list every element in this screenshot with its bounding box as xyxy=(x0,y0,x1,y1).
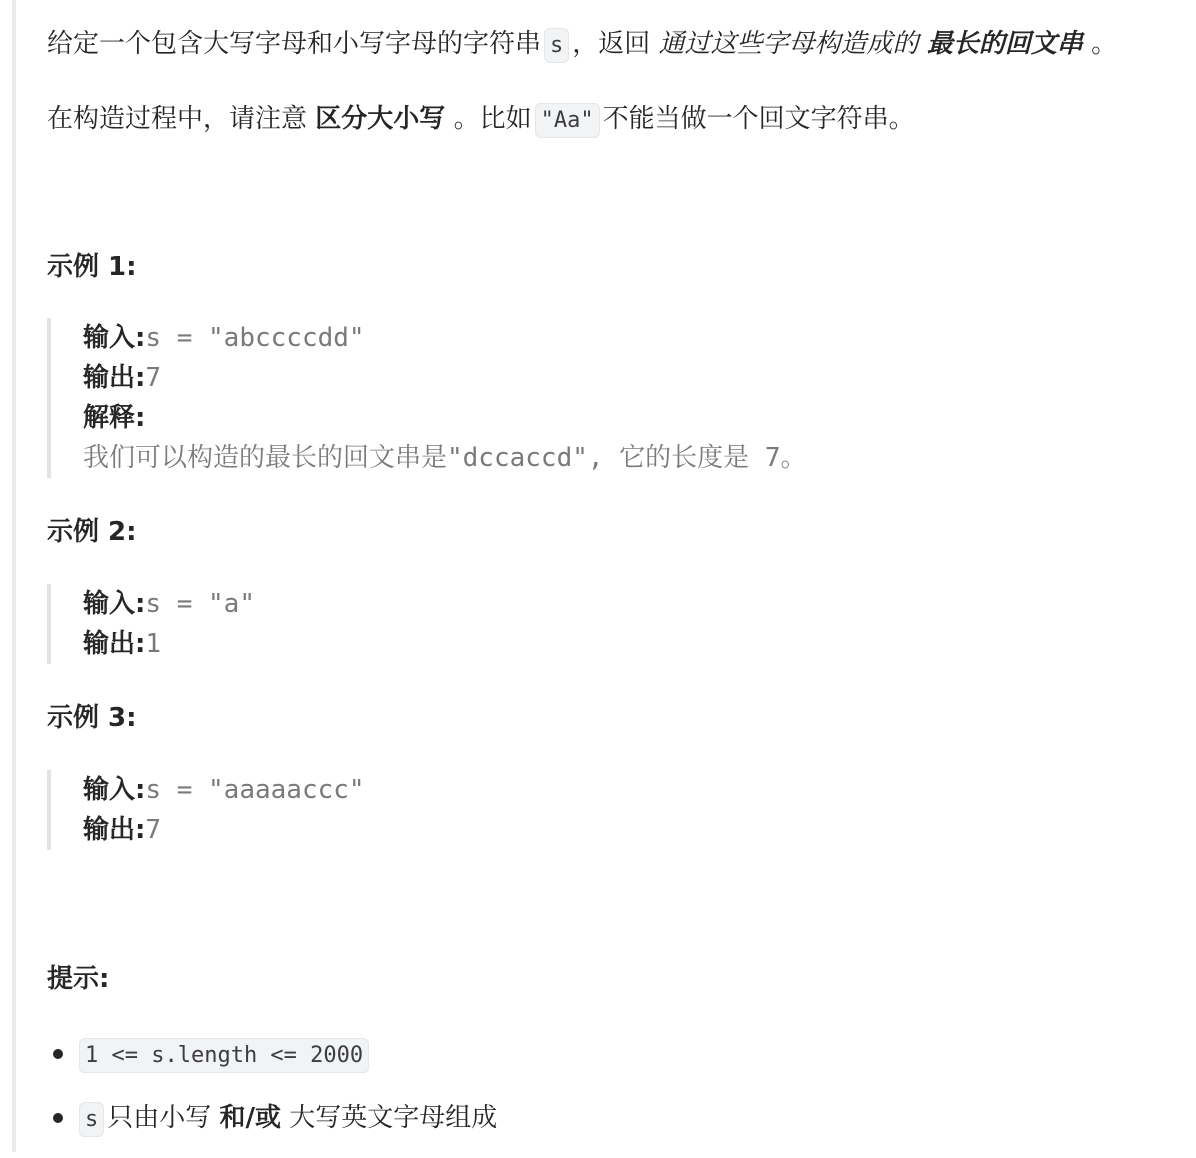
explain-label: 解释: xyxy=(83,403,146,433)
list-item xyxy=(47,1094,497,1158)
intro-text: ，返回 xyxy=(572,29,651,59)
example-2-block xyxy=(47,584,255,664)
output-label: 输出: xyxy=(83,629,146,659)
input-label: 输入: xyxy=(83,589,146,619)
inline-code-s: s xyxy=(79,1102,104,1137)
bullet-icon xyxy=(53,1113,63,1123)
input-label: 输入: xyxy=(83,775,146,805)
intro-paragraph-2 xyxy=(47,101,915,139)
intro-text: 。比如 xyxy=(453,104,532,134)
inline-code-constraint: 1 <= s.length <= 2000 xyxy=(79,1038,369,1073)
bullet-icon xyxy=(53,1049,63,1059)
hint-text: 大写英文字母组成 xyxy=(289,1103,498,1133)
intro-emphasis: 通过这些字母构造成的 xyxy=(658,29,919,59)
output-value: 7 xyxy=(145,363,162,393)
example-1-block xyxy=(47,318,807,478)
explain-text: 我们可以构造的最长的回文串是"dccaccd", 它的长度是 7。 xyxy=(83,443,807,473)
example-input-line xyxy=(83,318,807,358)
example-1-title: 示例 1: xyxy=(47,252,137,282)
example-3-block xyxy=(47,770,365,850)
intro-text: 在构造过程中，请注意 xyxy=(47,104,308,134)
output-value: 7 xyxy=(145,815,162,845)
inline-code-aa: "Aa" xyxy=(535,103,600,138)
hints-title: 提示: xyxy=(47,964,110,994)
intro-text: 不能当做一个回文字符串。 xyxy=(602,104,915,134)
example-2-title: 示例 2: xyxy=(47,517,137,547)
output-label: 输出: xyxy=(83,363,146,393)
list-item xyxy=(47,1030,497,1094)
intro-strong: 区分大小写 xyxy=(315,104,446,134)
output-label: 输出: xyxy=(83,815,146,845)
intro-text: 。 xyxy=(1091,29,1118,59)
example-output-line xyxy=(83,810,365,850)
intro-paragraph-1 xyxy=(47,26,1117,64)
hint-text: 只由小写 xyxy=(107,1103,212,1133)
example-output-line xyxy=(83,624,255,664)
input-value: s = "a" xyxy=(145,589,255,619)
hint-strong: 和/或 xyxy=(219,1103,282,1133)
example-input-line xyxy=(83,770,365,810)
example-input-line xyxy=(83,584,255,624)
inline-code-s: s xyxy=(544,28,569,63)
input-value: s = "abccccdd" xyxy=(145,323,365,353)
example-explain-text xyxy=(83,438,807,478)
example-3-title: 示例 3: xyxy=(47,703,137,733)
intro-strong: 最长的回文串 xyxy=(926,29,1083,59)
hints-list xyxy=(47,1030,497,1158)
left-border xyxy=(12,0,16,1152)
example-output-line xyxy=(83,358,807,398)
example-explain-line xyxy=(83,398,807,438)
input-label: 输入: xyxy=(83,323,146,353)
input-value: s = "aaaaaccc" xyxy=(145,775,365,805)
intro-text: 给定一个包含大写字母和小写字母的字符串 xyxy=(47,29,542,59)
output-value: 1 xyxy=(145,629,162,659)
